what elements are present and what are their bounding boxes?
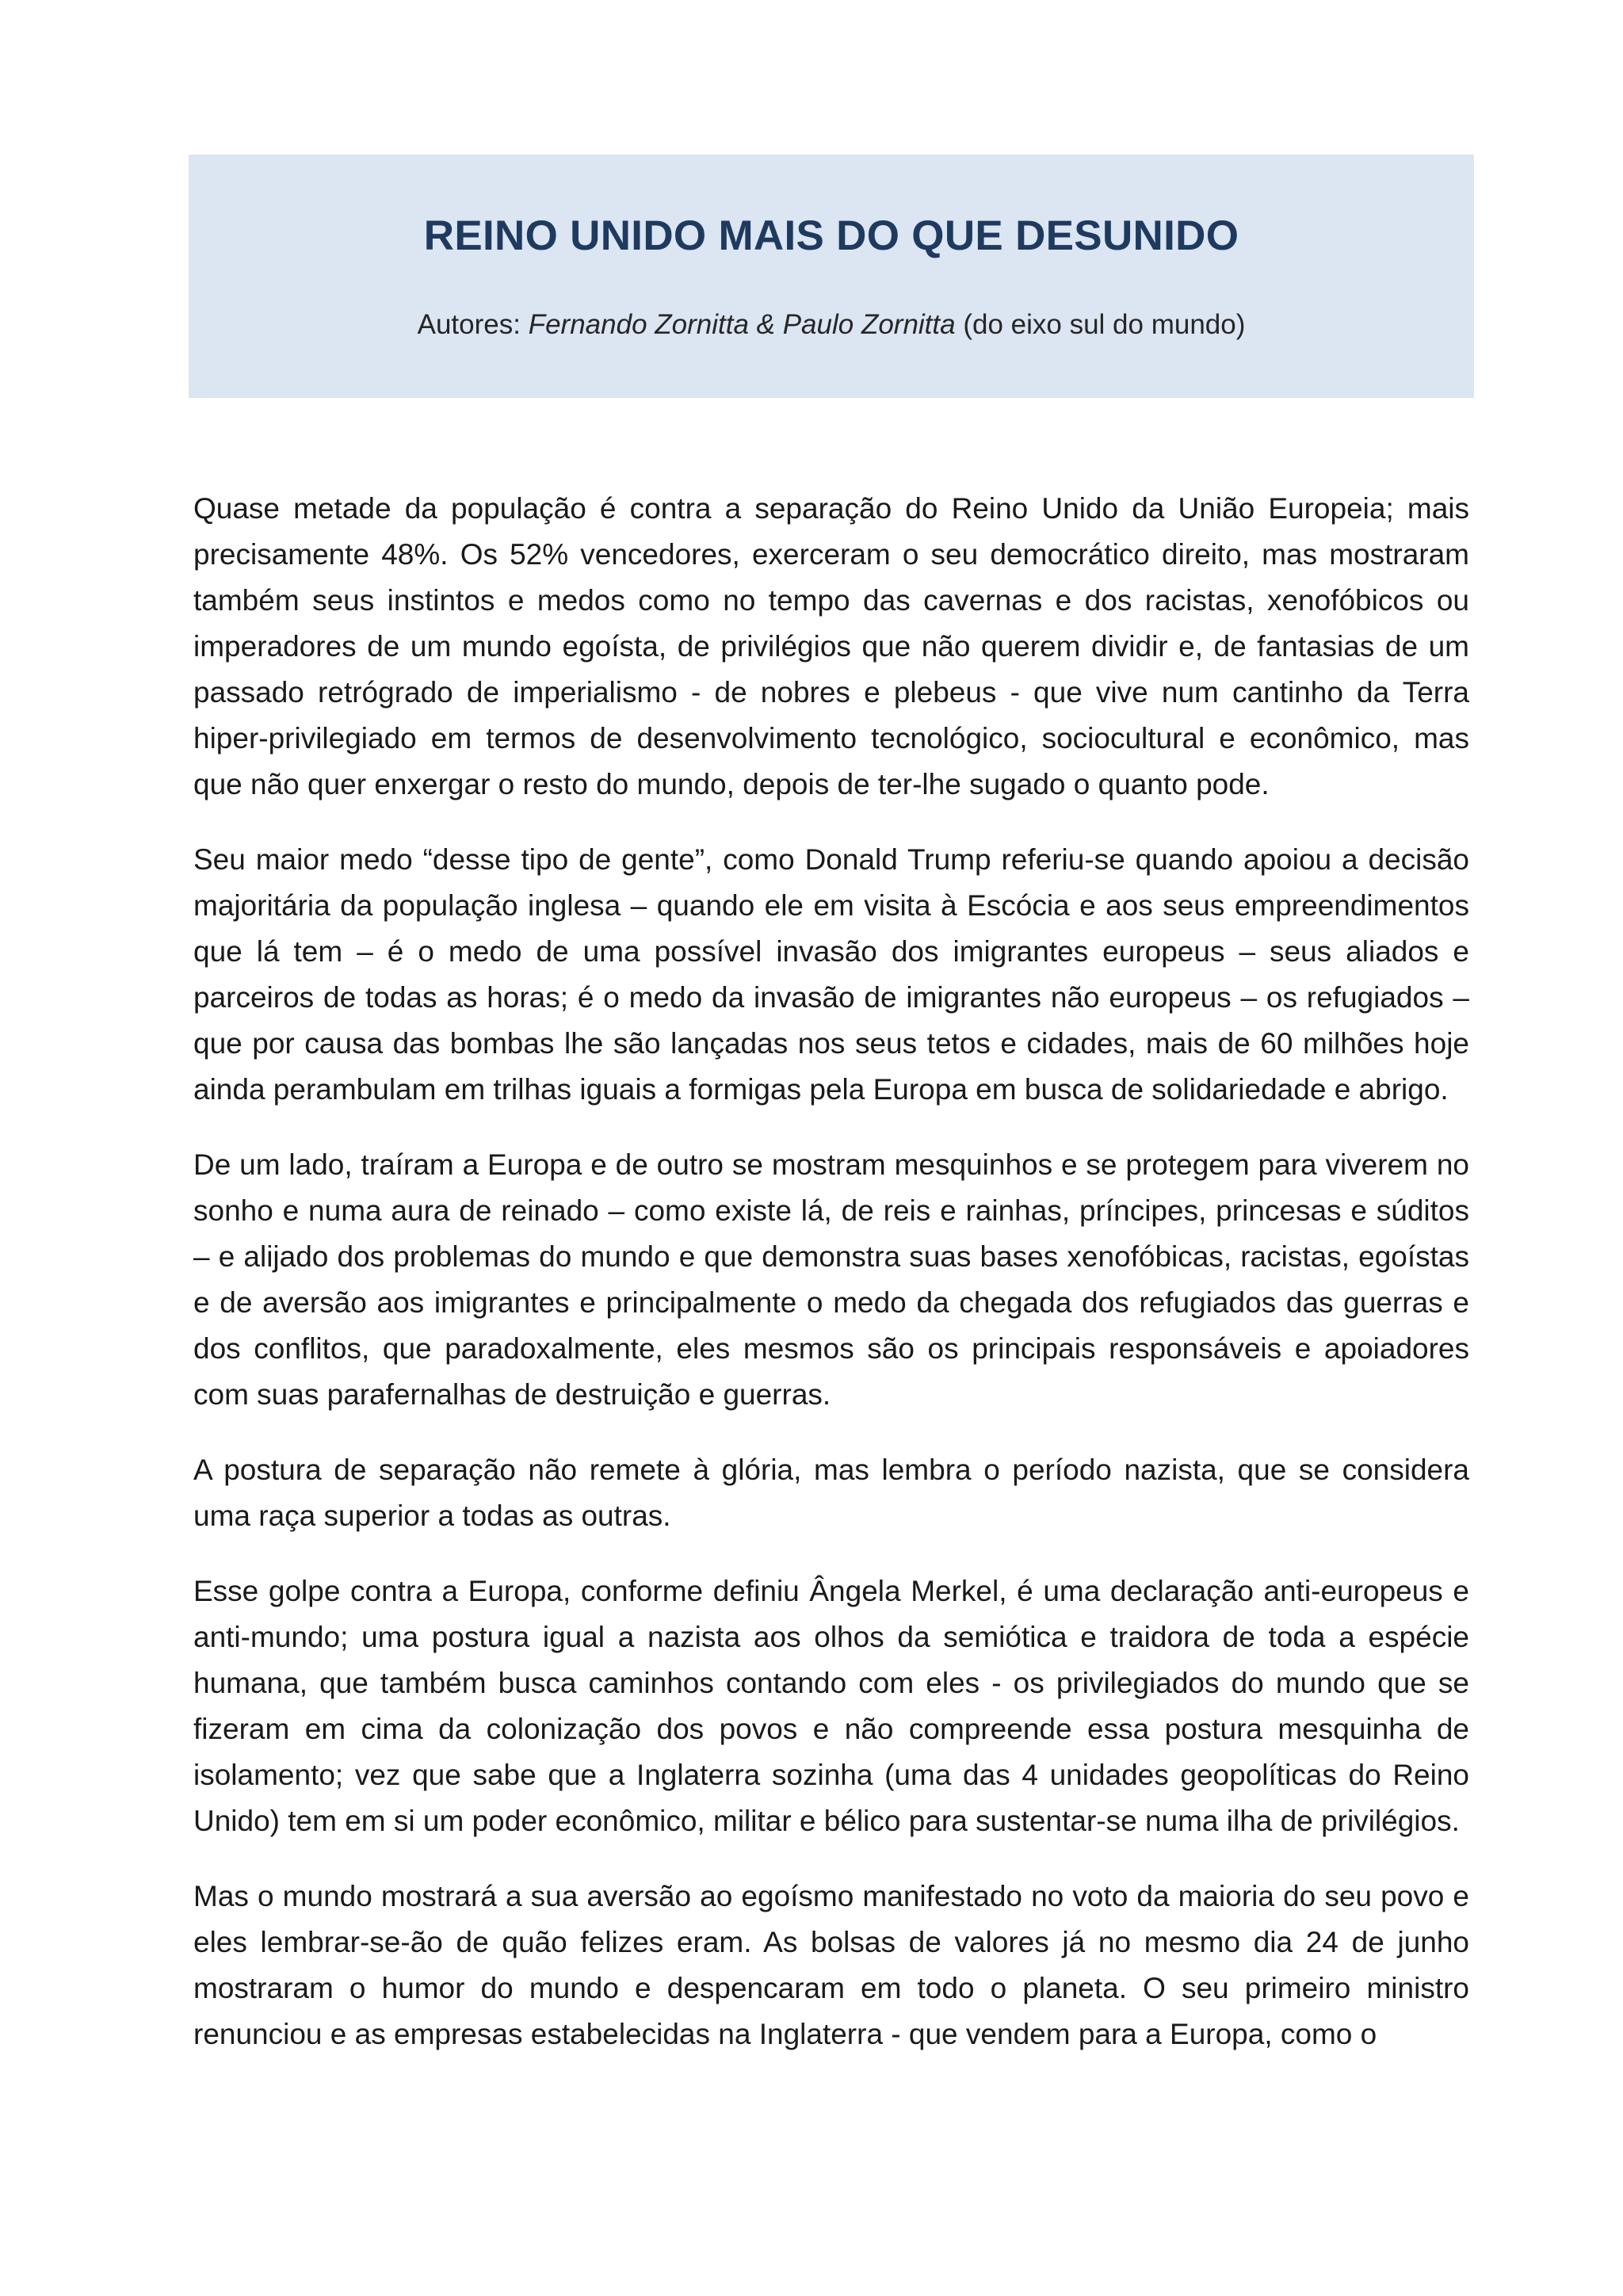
paragraph: De um lado, traíram a Europa e de outro se mostram mesquinhos e se protegem para viverem no sonho e numa aura de reinado – como existe lá, de reis e rainhas, príncipes, princesas e súditos – e alijado dos problemas do mundo e que demonstra suas bases xenofóbicas, racistas, egoístas e de aversão aos imigrantes e principalmente o medo da chegada dos refugiados das guerras e dos conflitos, que paradoxalmente, eles mesmos são os principais responsáveis e apoiadores com suas parafernalhas de destruição e guerras. xyxy=(193,1148,1469,1411)
paragraph: Mas o mundo mostrará a sua aversão ao egoísmo manifestado no voto da maioria do seu povo e eles lembrar-se-ão de quão felizes eram. As bolsas de valores já no mesmo dia 24 de junho mostraram o humor do mundo e despencaram em todo o planeta. O seu primeiro ministro renunciou e as empresas estabelecidas na Inglaterra - que vendem para a Europa, como o xyxy=(193,1880,1469,2050)
authors-suffix: (do eixo sul do mundo) xyxy=(955,309,1246,340)
document-title: REINO UNIDO MAIS DO QUE DESUNIDO xyxy=(423,212,1239,259)
paragraph: Seu maior medo “desse tipo de gente”, como Donald Trump referiu-se quando apoiou a decisão majoritária da população inglesa – quando ele em visita à Escócia e aos seus empreendimentos que lá tem – é o medo de uma possível invasão dos imigrantes europeus – seus aliados e parceiros de todas as horas; é o medo da invasão de imigrantes não europeus – os refugiados – que por causa das bombas lhe são lançadas nos seus tetos e cidades, mais de 60 milhões hoje ainda perambulam em trilhas iguais a formigas pela Europa em busca de solidariedade e abrigo. xyxy=(193,843,1469,1106)
paragraph: A postura de separação não remete à glória, mas lembra o período nazista, que se considera uma raça superior a todas as outras. xyxy=(193,1454,1469,1532)
article-body xyxy=(193,486,1469,2087)
authors-prefix: Autores: xyxy=(417,309,529,340)
paragraph: Quase metade da população é contra a separação do Reino Unido da União Europeia; mais precisamente 48%. Os 52% vencedores, exerceram o seu democrático direito, mas mostraram também seus instintos e medos como no tempo das cavernas e dos racistas, xenofóbicos ou imperadores de um mundo egoísta, de privilégios que não querem dividir e, de fantasias de um passado retrógrado de imperialismo - de nobres e plebeus - que vive num cantinho da Terra hiper-privilegiado em termos de desenvolvimento tecnológico, sociocultural e econômico, mas que não quer enxergar o resto do mundo, depois de ter-lhe sugado o quanto pode. xyxy=(193,492,1469,800)
authors-names: Fernando Zornitta & Paulo Zornitta xyxy=(528,309,956,340)
authors-line xyxy=(189,309,1474,341)
paragraph: Esse golpe contra a Europa, conforme definiu Ângela Merkel, é uma declaração anti-europeus e anti-mundo; uma postura igual a nazista aos olhos da semiótica e traidora de toda a espécie humana, que também busca caminhos contando com eles - os privilegiados do mundo que se fizeram em cima da colonização dos povos e não compreende essa postura mesquinha de isolamento; vez que sabe que a Inglaterra sozinha (uma das 4 unidades geopolíticas do Reino Unido) tem em si um poder econômico, militar e bélico para sustentar-se numa ilha de privilégios. xyxy=(193,1575,1469,1837)
title-banner xyxy=(189,155,1474,398)
